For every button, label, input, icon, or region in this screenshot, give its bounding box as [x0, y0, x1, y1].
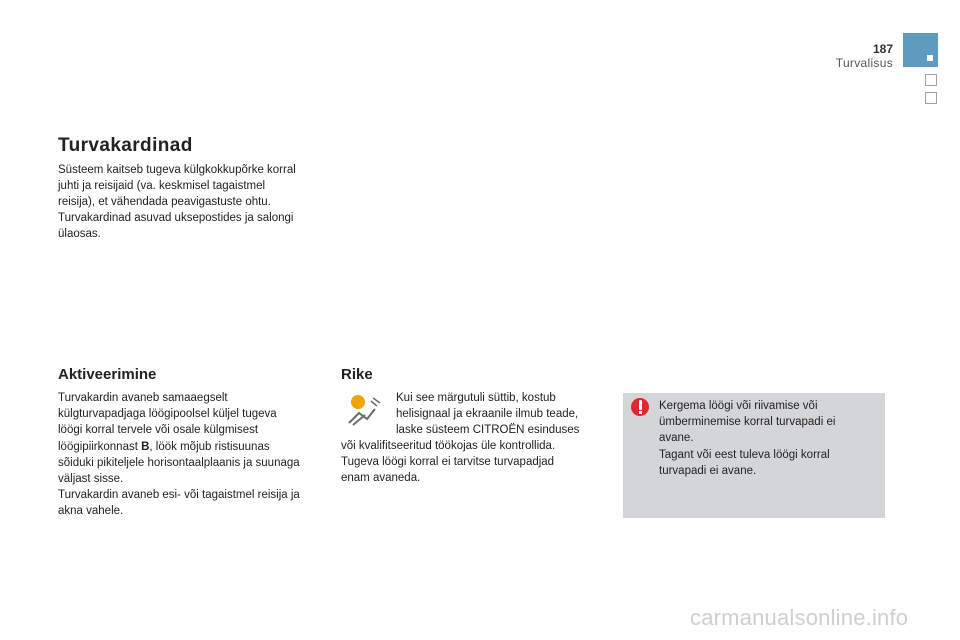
warning-text	[659, 398, 879, 479]
text-line: väljast sisse.	[58, 473, 124, 486]
exclamation-icon	[631, 398, 649, 416]
airbag-warning-icon	[345, 393, 385, 427]
text-line: löögi korral tervele või osale külgmisest	[58, 424, 259, 437]
text-line: ümberminemise korral turvapadi ei	[659, 416, 836, 429]
page-number: 187	[872, 42, 893, 56]
chapter-tab[interactable]	[925, 74, 937, 86]
text-line: Tagant või eest tuleva löögi korral	[659, 448, 830, 461]
section-heading-fault: Rike	[341, 366, 373, 383]
chapter-tab-active[interactable]	[903, 33, 938, 67]
text-line: enam avaneda.	[341, 472, 421, 485]
text-line: Tugeva löögi korral ei tarvitse turvapadjad	[341, 456, 555, 469]
text-line: Turvakardin avaneb samaaegselt	[58, 392, 228, 404]
text-line: Kui see märgutuli süttib, kostub	[396, 392, 556, 404]
activation-paragraph	[58, 390, 328, 520]
text-line: külgturvapadjaga löögipoolsel küljel tugeva	[58, 408, 277, 421]
section-heading-activation: Aktiveerimine	[58, 366, 157, 383]
text-line: reisija), et vähendada peavigastuste ohtu.	[58, 196, 271, 208]
text-line: ülaosas.	[58, 228, 101, 240]
text-line: Turvakardin avaneb esi- või tagaistmel reisija ja	[58, 489, 300, 502]
fault-paragraph-bottom	[341, 438, 601, 487]
text-run: , löök mõjub ristisuunas	[149, 440, 270, 453]
tab-marker-icon	[927, 55, 933, 61]
text-line: turvapadi ei avane.	[659, 464, 757, 477]
intro-paragraph	[58, 162, 320, 242]
text-line: laske süsteem CITROËN esinduses	[396, 424, 580, 437]
text-line	[58, 439, 328, 455]
watermark: carmanualsonline.info	[690, 605, 909, 630]
text-line: helisignaal ja ekraanile ilmub teade,	[396, 408, 579, 421]
text-line: sõiduki pikiteljele horisontaalplaanis ja suunaga	[58, 456, 300, 469]
text-line: Turvakardinad asuvad uksepostides ja salongi	[58, 212, 294, 224]
section-label: Turvalisus	[835, 56, 893, 70]
zone-reference: B	[141, 440, 150, 453]
text-line: akna vahele.	[58, 505, 124, 518]
page-title: Turvakardinad	[58, 135, 193, 156]
text-line: Süsteem kaitseb tugeva külgkokkupõrke korral	[58, 164, 296, 176]
text-line: avane.	[659, 432, 694, 445]
text-line: juhti ja reisijaid (va. keskmisel tagaistmel	[58, 180, 266, 192]
text-run: löögipiirkonnast	[58, 440, 142, 453]
text-line: või kvalifitseeritud töökojas üle kontrollida.	[341, 440, 556, 452]
chapter-tab[interactable]	[925, 92, 937, 104]
text-line: Kergema löögi või riivamise või	[659, 400, 818, 412]
fault-paragraph-top	[396, 390, 596, 439]
